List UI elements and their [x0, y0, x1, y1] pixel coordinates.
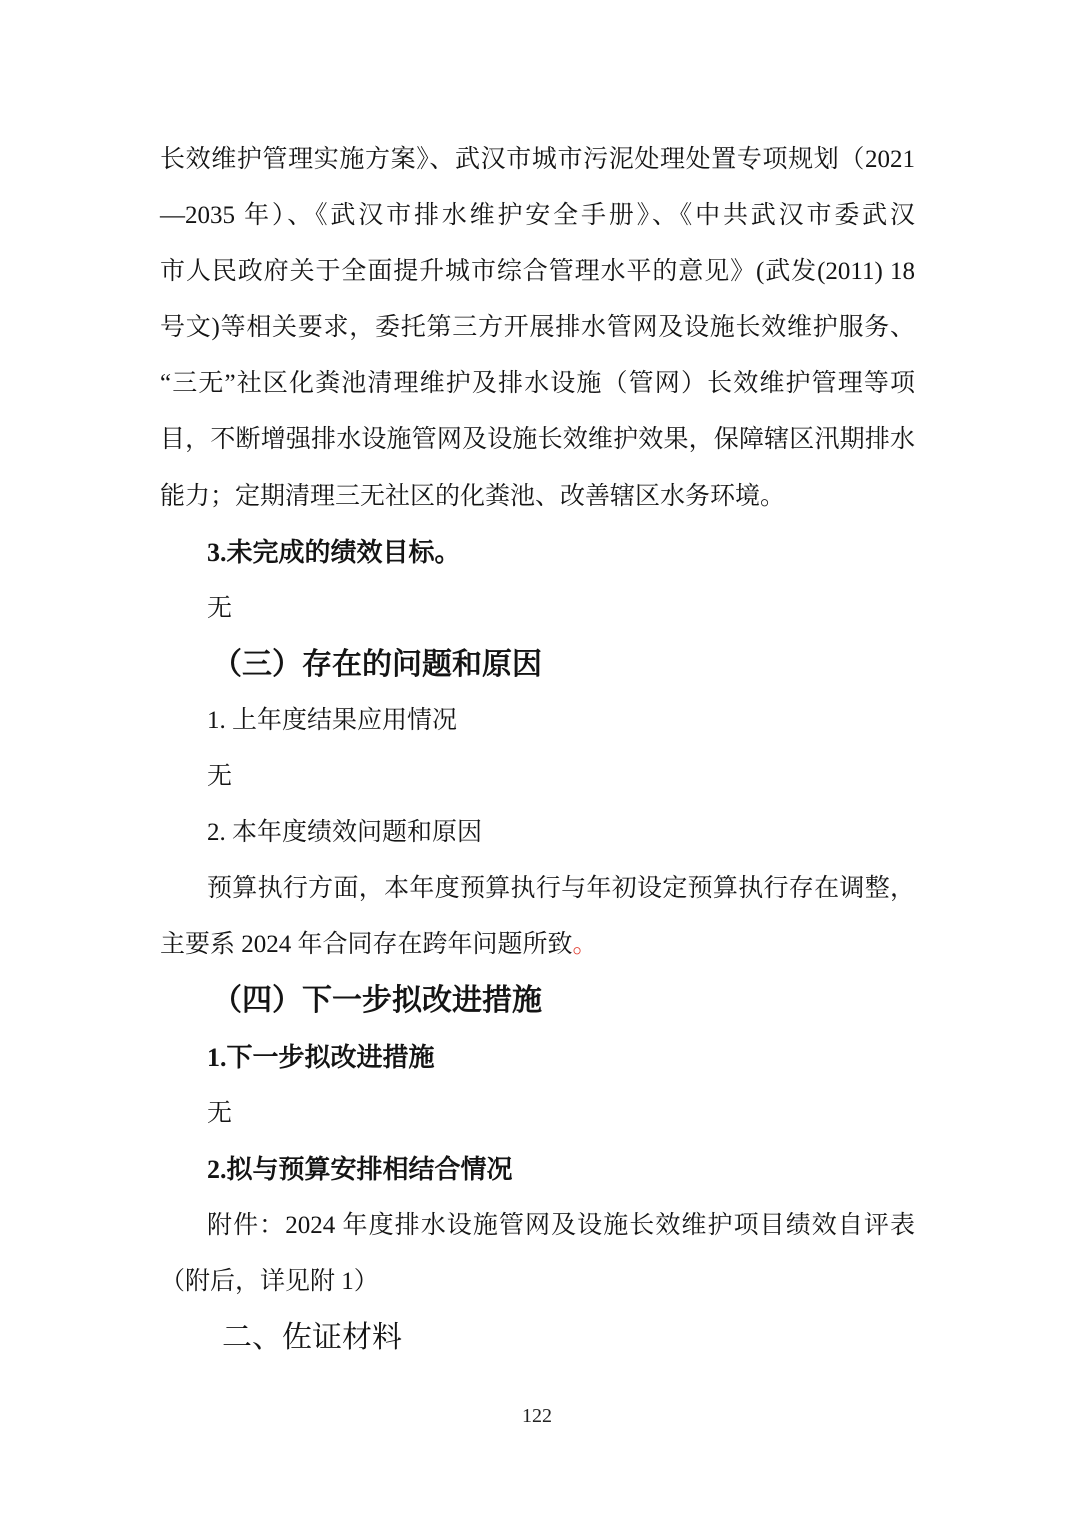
paragraph-line: 号文)等相关要求，委托第三方开展排水管网及设施长效维护服务、 — [160, 314, 915, 342]
paragraph-line: 能力；定期清理三无社区的化粪池、改善辖区水务环境。 — [160, 482, 786, 510]
subheading-budget-link: 2.拟与预算安排相结合情况 — [207, 1154, 513, 1184]
paragraph-line: “三无”社区化粪池清理维护及排水设施（管网）长效维护管理等项 — [160, 370, 915, 398]
section-heading-improvements: （四）下一步拟改进措施 — [212, 984, 542, 1018]
section-heading-problems: （三）存在的问题和原因 — [212, 647, 542, 681]
subheading-unfinished-goals: 3.未完成的绩效目标。 — [207, 537, 461, 567]
subheading-next-steps: 1.下一步拟改进措施 — [207, 1042, 435, 1072]
paragraph-line: —2035 年）、《武汉市排水维护安全手册》、《中共武汉市委武汉 — [160, 202, 915, 230]
answer-none: 无 — [207, 763, 233, 791]
answer-none: 无 — [207, 594, 233, 622]
item-prior-year-results: 1. 上年度结果应用情况 — [207, 706, 458, 734]
paragraph-text: 主要系 2024 年合同存在跨年问题所致 — [160, 931, 573, 959]
section-heading-evidence: 二、佐证材料 — [222, 1320, 402, 1354]
paragraph-line — [160, 917, 915, 973]
attachment-note-continued: （附后，详见附 1） — [160, 1267, 379, 1295]
paragraph-line: 长效维护管理实施方案》、武汉市城市污泥处理处置专项规划（2021 — [160, 146, 915, 173]
page-number: 122 — [522, 1405, 552, 1427]
paragraph-line: 目，不断增强排水设施管网及设施长效维护效果，保障辖区汛期排水 — [160, 426, 915, 454]
answer-none: 无 — [207, 1099, 233, 1127]
paragraph-line: 预算执行方面，本年度预算执行与年初设定预算执行存在调整， — [207, 875, 915, 903]
attachment-note: 附件：2024 年度排水设施管网及设施长效维护项目绩效自评表 — [207, 1211, 915, 1239]
item-current-year-issues: 2. 本年度绩效问题和原因 — [207, 819, 483, 847]
paragraph-line: 市人民政府关于全面提升城市综合管理水平的意见》(武发(2011) 18 — [160, 258, 915, 286]
red-period: 。 — [572, 931, 598, 959]
document-body — [160, 132, 915, 1366]
